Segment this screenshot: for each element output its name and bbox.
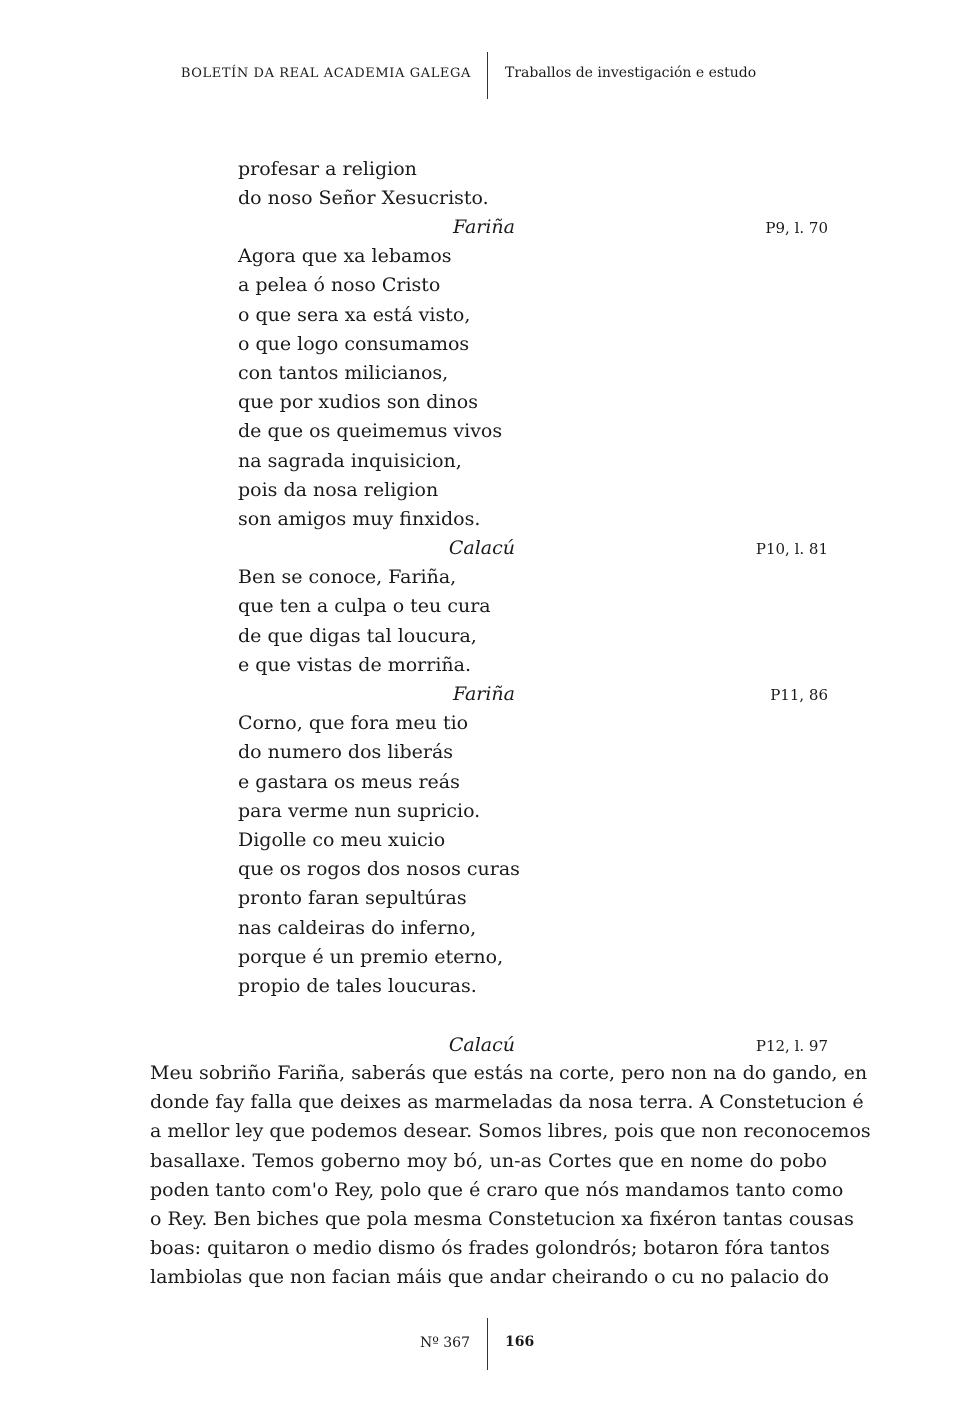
verse-line: pronto faran sepultúras xyxy=(238,887,467,910)
speaker-row xyxy=(238,534,828,563)
speaker-name: Fariña xyxy=(453,216,515,238)
line-reference: P10, l. 81 xyxy=(755,540,828,558)
speaker-row xyxy=(238,1031,828,1060)
verse-line: Agora que xa lebamos xyxy=(238,245,452,268)
prose-line: o Rey. Ben biches que pola mesma Constetucion xa fixéron tantas cousas xyxy=(150,1207,854,1230)
verse-line: e que vistas de morriña. xyxy=(238,653,472,676)
speech-block-2 xyxy=(238,534,828,680)
page-footer xyxy=(0,1318,975,1370)
prose-line: donde fay falla que deixes as marmeladas da nosa terra. A Constetucion é xyxy=(150,1091,864,1114)
running-header xyxy=(0,52,975,100)
prose-line: a mellor ley que podemos desear. Somos libres, pois que non reconocemos xyxy=(150,1120,871,1143)
verse-line: con tantos milicianos, xyxy=(238,361,449,384)
speaker-name: Fariña xyxy=(453,683,515,705)
verse-line: Digolle co meu xuicio xyxy=(238,828,446,851)
verse-line: de que os queimemus vivos xyxy=(238,420,503,443)
verse-line: Corno, que fora meu tio xyxy=(238,712,469,735)
section-title: Traballos de investigación e estudo xyxy=(505,65,757,81)
speech-block-3 xyxy=(238,680,828,1001)
header-divider xyxy=(487,52,488,99)
prose-line: Meu sobriño Fariña, saberás que estás na corte, pero non na do gando, en xyxy=(150,1062,868,1084)
prose-line: boas: quitaron o medio dismo ós frades golondrós; botaron fóra tantos xyxy=(150,1237,830,1260)
footer-divider xyxy=(487,1318,488,1370)
verse-line: do noso Señor Xesucristo. xyxy=(238,187,489,210)
verse-line: o que sera xa está visto, xyxy=(238,303,471,326)
verse-line: Ben se conoce, Fariña, xyxy=(238,566,457,589)
verse-line: que os rogos dos nosos curas xyxy=(238,858,520,881)
verse-line: pois da nosa religion xyxy=(238,478,439,501)
line-reference: P12, l. 97 xyxy=(755,1037,828,1055)
verse-line: do numero dos liberás xyxy=(238,741,454,764)
issue-number: Nº 367 xyxy=(419,1335,470,1351)
verse-continuation xyxy=(238,155,828,213)
speech-block-1 xyxy=(238,213,828,534)
speech-block-4 xyxy=(238,1031,828,1060)
verse-line: profesar a religion xyxy=(238,158,417,180)
verse-line: propio de tales loucuras. xyxy=(238,974,477,997)
verse-line: que por xudios son dinos xyxy=(238,391,478,414)
journal-title: BOLETÍN DA REAL ACADEMIA GALEGA xyxy=(180,66,471,81)
speaker-row xyxy=(238,213,828,242)
speaker-name: Calacú xyxy=(448,537,515,559)
speaker-name: Calacú xyxy=(448,1034,515,1056)
line-reference: P9, l. 70 xyxy=(765,219,828,237)
verse-line: na sagrada inquisicion, xyxy=(238,449,462,472)
verse-line: porque é un premio eterno, xyxy=(238,945,504,968)
page-number: 166 xyxy=(505,1334,535,1350)
verse-line: e gastara os meus reás xyxy=(238,770,460,793)
verse-line: que ten a culpa o teu cura xyxy=(238,595,491,618)
verse-line: para verme nun supricio. xyxy=(238,799,481,822)
speaker-row xyxy=(238,680,828,709)
prose-line: lambiolas que non facian máis que andar cheirando o cu no palacio do xyxy=(150,1266,829,1289)
prose-line: poden tanto com'o Rey, polo que é craro que nós mandamos tanto como xyxy=(150,1178,844,1201)
verse-line: son amigos muy finxidos. xyxy=(238,507,481,530)
verse-line: nas caldeiras do inferno, xyxy=(238,916,477,939)
verse-line: de que digas tal loucura, xyxy=(238,624,477,647)
line-reference: P11, 86 xyxy=(770,686,828,704)
prose-line: basallaxe. Temos goberno moy bó, un-as Cortes que en nome do pobo xyxy=(150,1149,827,1172)
verse-line: a pelea ó noso Cristo xyxy=(238,274,441,297)
verse-line: o que logo consumamos xyxy=(238,332,470,355)
prose-paragraph xyxy=(150,1059,871,1293)
